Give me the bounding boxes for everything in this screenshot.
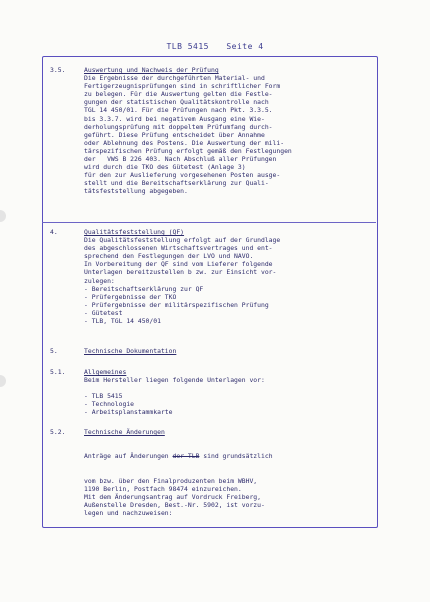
section-5 <box>50 347 372 355</box>
section-title: Technische Dokumentation <box>84 347 177 355</box>
section-title: Auswertung und Nachweis der Prüfung <box>84 66 219 74</box>
struck-text: der TLB <box>172 452 200 461</box>
text-line: Anträge auf Änderungen der TLB sind grundsätzlich <box>84 452 273 461</box>
text-line: legen und nachzuweisen: <box>84 508 173 517</box>
section-5-2 <box>50 428 372 533</box>
text-line: Außenstelle Dresden, Best.-Nr. 5902, ist vorzu- <box>84 500 265 509</box>
text-line: des abgeschlossenen Wirtschaftsvertrages und ent- <box>84 244 273 253</box>
text-line: stellt und die Bereitschaftserklärung zur Quali- <box>84 179 269 188</box>
section-number: 5.2. <box>50 428 66 436</box>
text-line <box>84 384 372 392</box>
text-line: derholungsprüfung mit doppeltem Prüfumfang durch- <box>84 122 273 131</box>
text-line: Mit dem Änderungsantrag auf Vordruck Freiberg, <box>84 492 261 501</box>
text-line: - TLB 5415 <box>84 392 123 401</box>
page-number: Seite 4 <box>226 42 264 51</box>
text-line: - TLB, TGL 14 450/01 <box>84 317 161 326</box>
section-3-5 <box>50 66 372 196</box>
text-line: tätsfeststellung abgegeben. <box>84 187 188 196</box>
text-line: der VWS B 226 403. Nach Abschluß aller Prüfungen <box>84 155 277 164</box>
text-line: Die Qualitätsfeststellung erfolgt auf der Grundlage <box>84 236 281 245</box>
section-title: Allgemeines <box>84 368 127 376</box>
text-line: Die Ergebnisse der durchgeführten Material- und <box>84 74 265 83</box>
section-number: 3.5. <box>50 66 66 74</box>
text-line: Beim Hersteller liegen folgende Unterlagen vor: <box>84 376 265 385</box>
section-4 <box>50 228 372 325</box>
text-line: tärspezifischen Prüfung erfolgt gemäß den Festlegungen <box>84 146 292 155</box>
text-line: Unterlagen bereitzustellen b zw. zur Einsicht vor- <box>84 268 277 277</box>
punch-hole <box>0 210 6 222</box>
page-header <box>0 42 430 51</box>
text-line: 1190 Berlin, Postfach 98474 einzureichen. <box>84 484 242 493</box>
text-line: - Arbeitsplanstammkarte <box>84 408 173 417</box>
section-5-1 <box>50 368 372 417</box>
section-number: 5. <box>50 347 58 355</box>
text-line: geführt. Diese Prüfung entscheidet über Annahme <box>84 130 265 139</box>
section-body <box>84 236 372 325</box>
text-line: zu belegen. Für die Auswertung gelten die Festle- <box>84 90 273 99</box>
text-line: Fertigerzeugnisprüfungen sind in schriftlicher Form <box>84 82 281 91</box>
text-line: zulegen: <box>84 276 115 285</box>
text-line: bis 3.3.7. wird bei negativem Ausgang eine Wie- <box>84 114 265 123</box>
text-line: TGL 14 450/01. Für die Prüfungen nach Pkt. 3.3.5. <box>84 106 273 115</box>
text-line: - Prüfergebnisse der militärspezifischen Prüfung <box>84 300 269 309</box>
text-line: vom bzw. über den Finalproduzenten beim WBHV, <box>84 476 258 485</box>
section-body <box>84 74 372 195</box>
section-body <box>84 376 372 416</box>
text-line: In Vorbereitung der QF sind vom Lieferer folgende <box>84 260 273 269</box>
section-number: 4. <box>50 228 58 236</box>
text-line: für den zur Auslieferung vorgesehenen Posten ausge- <box>84 171 281 180</box>
section-body <box>84 436 372 533</box>
text-line: - Prüfergebnisse der TKO <box>84 292 177 301</box>
section-title: Technische Änderungen <box>84 428 165 436</box>
document-id: TLB 5415 <box>166 42 209 51</box>
text-line: wird durch die TKO des Gütetest (Anlage 3) <box>84 163 246 172</box>
punch-hole <box>0 375 6 387</box>
text-line: - Gütetest <box>84 308 123 317</box>
text-line: - Bereitschaftserklärung zur QF <box>84 284 204 293</box>
text-line: gungen der statistischen Qualitätskontrolle nach <box>84 98 269 107</box>
text-line: - Technologie <box>84 400 135 409</box>
divider <box>42 222 376 223</box>
text-line: oder Ablehnung des Postens. Die Auswertung der mili- <box>84 138 285 147</box>
section-title: Qualitätsfeststellung (QF) <box>84 228 185 236</box>
text-line: sprechend den Festlegungen der LVO und NAVO. <box>84 252 254 261</box>
section-number: 5.1. <box>50 368 66 376</box>
